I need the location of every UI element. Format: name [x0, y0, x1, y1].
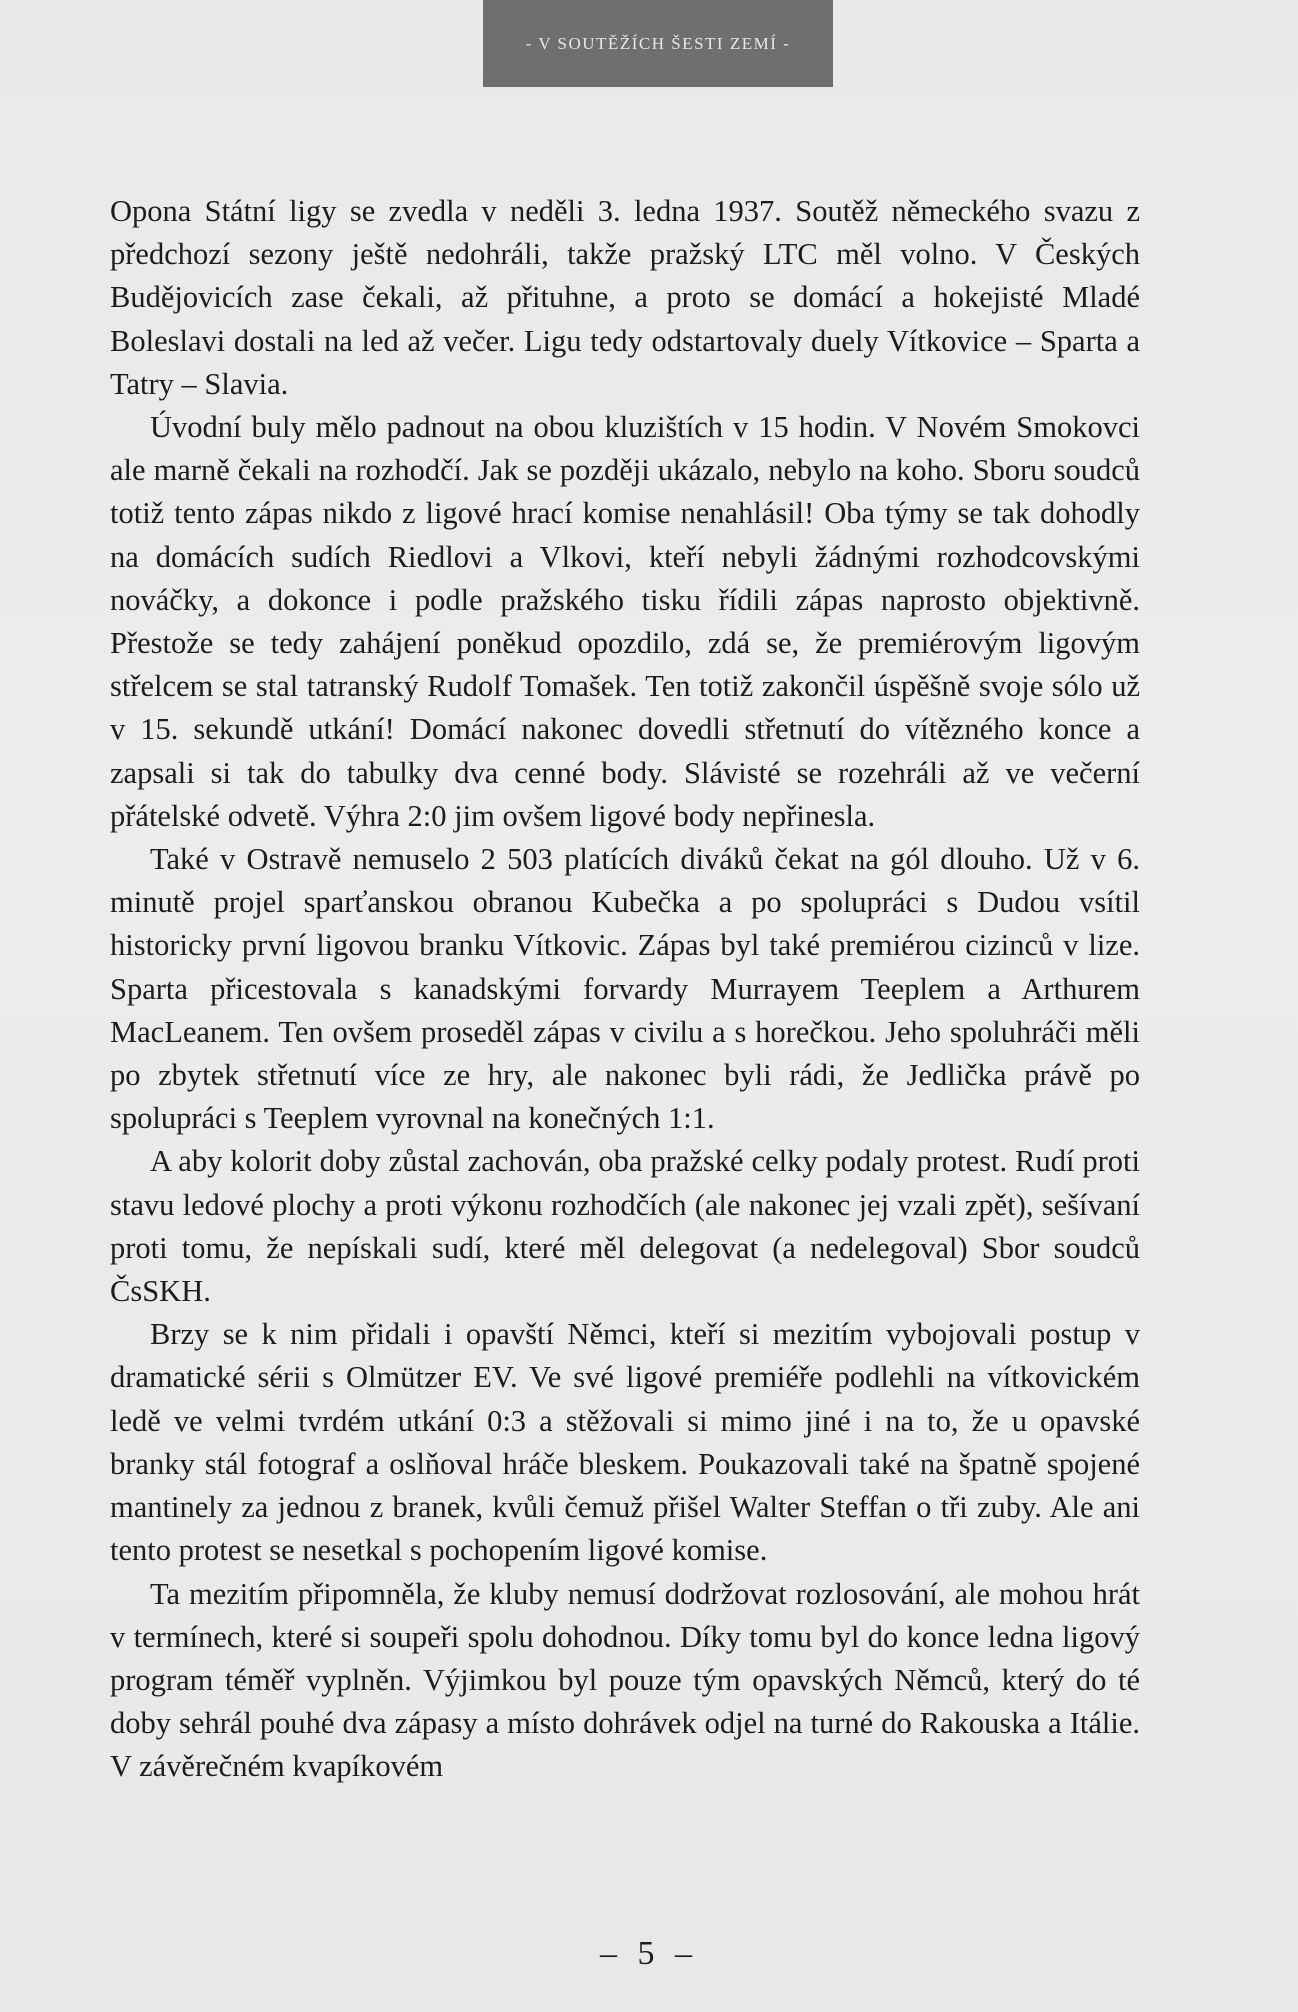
paragraph: A aby kolorit doby zůstal zachován, oba pražské celky podaly protest. Rudí proti stavu ledové plochy a proti výkonu rozhodčích (ale nakonec jej vzali zpět), sešívaní proti tomu, že nepískali sudí, které měl delegovat (a nedelegoval) Sbor soudců ČsSKH.	[110, 1144, 1140, 1309]
paragraph: Brzy se k nim přidali i opavští Němci, kteří si mezitím vybojovali postup v dramatické sérii s Olmützer EV. Ve své ligové premiéře podlehli na vítkovickém ledě ve velmi tvrdém utkání 0:3 a stěžovali si mimo jiné i na to, že u opavské branky stál fotograf a oslňoval hráče bleskem. Poukazovali také na špatně spojené mantinely za jednou z branek, kvůli čemuž přišel Walter Steffan o tři zuby. Ale ani tento protest se nesetkal s pochopením ligové komise.	[110, 1317, 1140, 1568]
body-text	[110, 190, 1140, 1789]
paragraph: Opona Státní ligy se zvedla v neděli 3. ledna 1937. Soutěž německého svazu z předchozí sezony ještě nedohráli, takže pražský LTC měl volno. V Českých Budějovicích zase čekali, až přituhne, a proto se domácí a hokejisté Mladé Boleslavi dostali na led až večer. Ligu tedy odstartovaly duely Vítkovice – Sparta a Tatry – Slavia.	[110, 194, 1140, 401]
running-header	[483, 0, 833, 87]
paragraph: Také v Ostravě nemuselo 2 503 platících diváků čekat na gól dlouho. Už v 6. minutě projel sparťanskou obranou Kubečka a po spolupráci s Dudou vsítil historicky první ligovou branku Vítkovic. Zápas byl také premiérou cizinců v lize. Sparta přicestovala s kanadskými forvardy Murrayem Teeplem a Arthurem MacLeanem. Ten ovšem proseděl zápas v civilu a s horečkou. Jeho spoluhráči měli po zbytek střetnutí více ze hry, ale nakonec byli rádi, že Jedlička právě po spolupráci s Teeplem vyrovnal na konečných 1:1.	[110, 842, 1140, 1136]
page-number: – 5 –	[600, 1935, 698, 1972]
paragraph: Úvodní buly mělo padnout na obou kluzištích v 15 hodin. V Novém Smokovci ale marně čekali na rozhodčí. Jak se později ukázalo, nebylo na koho. Sboru soudců totiž tento zápas nikdo z ligové hrací komise nenahlásil! Oba týmy se tak dohodly na domácích sudích Riedlovi a Vlkovi, kteří nebyli žádnými rozhodcovskými nováčky, a dokonce i podle pražského tisku řídili zápas naprosto objektivně. Přestože se tedy zahájení poněkud opozdilo, zdá se, že premiérovým ligovým střelcem se stal tatranský Rudolf Tomašek. Ten totiž zakončil úspěšně svoje sólo už v 15. sekundě utkání! Domácí nakonec dovedli střetnutí do vítězného konce a zapsali si tak do tabulky dva cenné body. Slávisté se rozehráli až ve večerní přátelské odvetě. Výhra 2:0 jim ovšem ligové body nepřinesla.	[110, 410, 1140, 833]
paragraph: Ta mezitím připomněla, že kluby nemusí dodržovat rozlosování, ale mohou hrát v termínech, které si soupeři spolu dohodnou. Díky tomu byl do konce ledna ligový program téměř vyplněn. Výjimkou byl pouze tým opavských Němců, který do té doby sehrál pouhé dva zápasy a místo dohrávek odjel na turné do Rakouska a Itálie. V závěrečném kvapíkovém	[110, 1576, 1140, 1784]
running-title: - V SOUTĚŽÍCH ŠESTI ZEMÍ -	[525, 33, 791, 53]
